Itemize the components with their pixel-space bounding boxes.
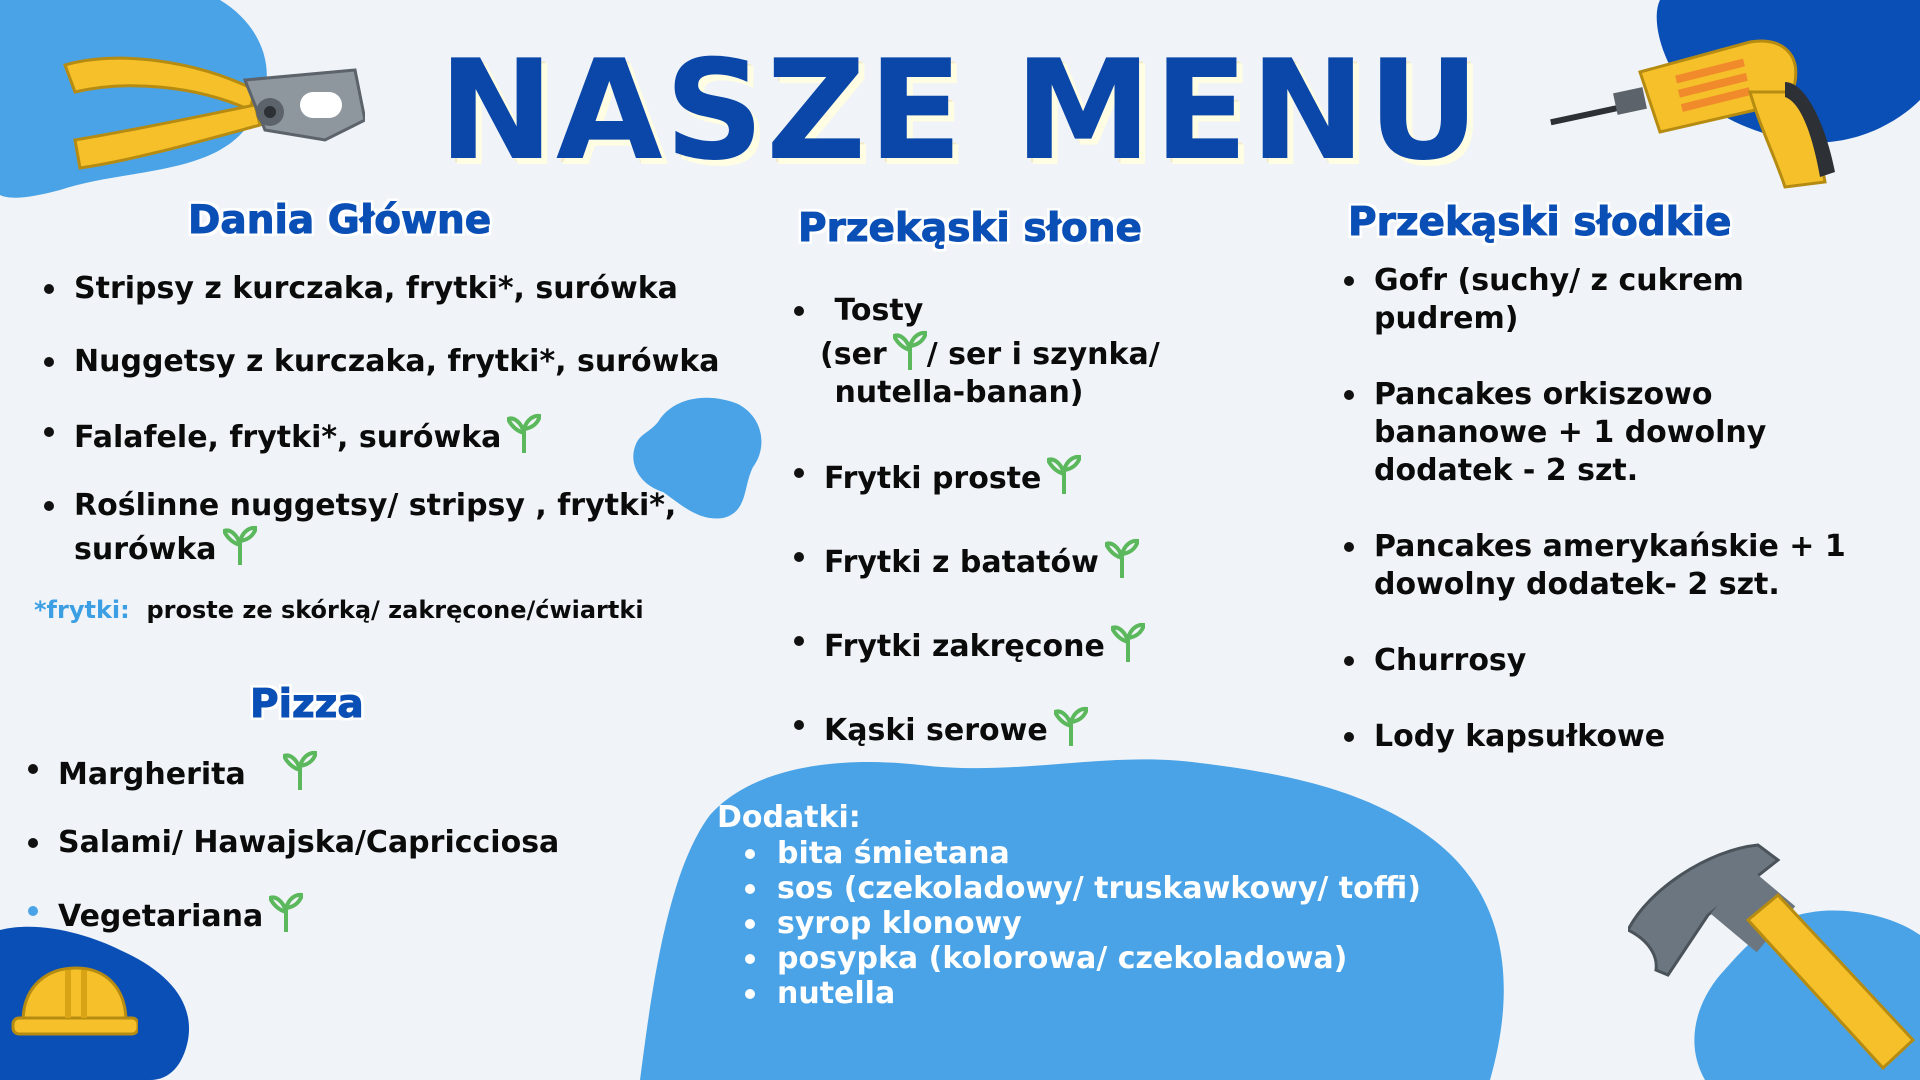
list-item: Vegetariana <box>24 892 624 936</box>
list-item: Kąski serowe <box>790 706 1350 750</box>
list-item: posypka (kolorowa/ czekoladowa) <box>717 941 1421 976</box>
list-item: Pancakes amerykańskie + 1 dowolny dodatek- 2 szt. <box>1340 528 1920 604</box>
list-item: Gofr (suchy/ z cukrem pudrem) <box>1340 262 1920 338</box>
dania-heading: Dania Główne <box>188 198 492 243</box>
pizza-list <box>24 750 624 936</box>
sprout-icon <box>1047 454 1081 494</box>
list-item: syrop klonowy <box>717 906 1421 941</box>
slone-heading: Przekąski słone <box>798 206 1143 251</box>
dodatki-heading: Dodatki: <box>717 800 861 835</box>
dodatki-list <box>717 836 1421 1011</box>
list-item: Churrosy <box>1340 642 1920 680</box>
fries-note-label: *frytki: <box>34 596 130 624</box>
list-item: Roślinne nuggetsy/ stripsy , frytki*, surówka <box>40 487 740 569</box>
fries-note-text: proste ze skórką/ zakręcone/ćwiartki <box>146 596 644 624</box>
sprout-icon <box>283 750 317 790</box>
fries-note <box>34 596 644 624</box>
list-item: Margherita <box>24 750 624 794</box>
list-item: Frytki proste <box>790 454 1350 498</box>
list-item: Salami/ Hawajska/Capricciosa <box>24 824 624 862</box>
list-item: Stripsy z kurczaka, frytki*, surówka <box>40 270 740 308</box>
sprout-icon <box>269 892 303 932</box>
list-item: Lody kapsułkowe <box>1340 718 1920 756</box>
page-title: NASZE MENU <box>438 30 1482 191</box>
slone-list <box>790 292 1350 750</box>
sprout-icon <box>1054 706 1088 746</box>
sprout-icon <box>223 525 257 565</box>
list-item: Falafele, frytki*, surówka <box>40 413 740 457</box>
list-item: Pancakes orkiszowo bananowe + 1 dowolny dodatek - 2 szt. <box>1340 376 1920 490</box>
list-item: nutella <box>717 976 1421 1011</box>
dodatki-section <box>717 800 1421 1011</box>
sprout-icon <box>1111 622 1145 662</box>
sprout-icon <box>507 413 541 453</box>
dania-list <box>40 270 740 569</box>
hard-hat-icon <box>8 960 138 1045</box>
list-item: bita śmietana <box>717 836 1421 871</box>
list-item: Tosty (ser / ser i szynka/ nutella-banan) <box>790 292 1350 412</box>
sprout-icon <box>893 330 927 370</box>
slodkie-list <box>1340 262 1920 756</box>
list-item: Nuggetsy z kurczaka, frytki*, surówka <box>40 343 740 381</box>
list-item: sos (czekoladowy/ truskawkowy/ toffi) <box>717 871 1421 906</box>
list-item: Frytki zakręcone <box>790 622 1350 666</box>
sprout-icon <box>1105 538 1139 578</box>
hammer-icon <box>1628 830 1920 1080</box>
list-item: Frytki z batatów <box>790 538 1350 582</box>
slodkie-heading: Przekąski słodkie <box>1348 200 1732 245</box>
pizza-heading: Pizza <box>250 682 364 727</box>
